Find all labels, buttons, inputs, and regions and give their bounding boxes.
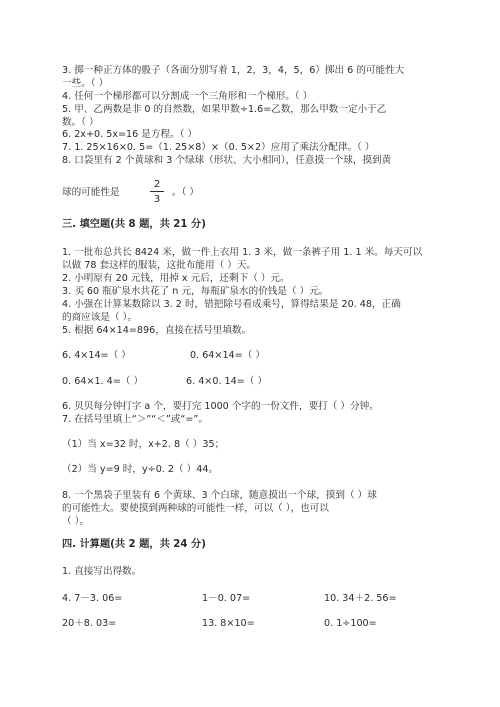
calc-q1: 1. 直接写出得数。 [62, 566, 142, 577]
fill-q1-line1: 1. 一批布总共长 8424 米，做一件上衣用 1. 3 米，做一条裤子用 1. 1 米。每天可以 [62, 247, 423, 258]
fraction-bar [150, 191, 164, 192]
probability-fraction [150, 179, 164, 205]
fill-q7-part1: （1）当 x=32 时，x+2. 8（ ）35； [62, 439, 225, 450]
calc-r2-c2: 13. 8×10= [202, 618, 255, 629]
fill-q4-line2: 的商应该是（ ）。 [62, 312, 137, 323]
fill-q5-item2: 0. 64×14=（ ） [190, 350, 265, 361]
judge-q6: 6. 2x+0. 5x=16 是方程。（ ） [62, 129, 198, 140]
fill-q2: 2. 小明原有 20 元钱，用掉 x 元后，还剩下（ ）元。 [62, 273, 290, 284]
judge-q5-line2: 数。（ ） [62, 117, 99, 128]
calc-r2-c3: 0. 1÷100= [324, 618, 377, 629]
judge-q3-line1: 3. 掷一种正方体的骰子（各面分别写着 1，2，3，4，5，6）掷出 6 的可能性大 [62, 65, 405, 76]
calc-section-heading: 四. 计算题(共 2 题，共 24 分) [62, 539, 206, 550]
fill-section-heading: 三. 填空题(共 8 题，共 21 分) [62, 219, 206, 230]
judge-q4: 4. 任何一个梯形都可以分割成一个三角形和一个梯形。（ ） [62, 91, 313, 102]
calc-r1-c3: 10. 34＋2. 56= [324, 593, 397, 604]
judge-q8-line2-prefix: 球的可能性是 [62, 187, 120, 198]
judge-q3-line2: 一些。（ ） [62, 78, 109, 89]
calc-r1-c2: 1－0. 07= [202, 593, 251, 604]
judge-q8-line2-suffix: 。（ ） [172, 187, 200, 198]
judge-q5-line1: 5. 甲、乙两数是非 0 的自然数，如果甲数÷1.6=乙数，那么甲数一定小于乙 [62, 104, 387, 115]
judge-q8-line1: 8. 口袋里有 2 个黄球和 3 个绿球（形状、大小相同），任意摸一个球，摸到黄 [62, 155, 392, 166]
fill-q5-item3: 0. 64×1. 4=（ ） [62, 376, 144, 387]
fill-q8-line1: 8. 一个黑袋子里装有 6 个黄球、3 个白球，随意摸出一个球，摸到（ ）球 [62, 490, 377, 501]
judge-q7: 7. 1. 25×16×0. 5=（1. 25×8）×（0. 5×2）应用了乘法分配律。（ ） [62, 142, 375, 153]
fill-q8-line2: 的可能性大。要使摸到两种球的可能性一样，可以（ ），也可以 [62, 503, 329, 514]
fill-q7: 7. 在括号里填上“＞”“＜”或“=”。 [62, 414, 208, 425]
calc-r2-c1: 20＋8. 03= [62, 618, 117, 629]
fill-q6: 6. 贝贝每分钟打字 a 个，要打完 1000 个字的一份文件，要打（ ）分钟。 [62, 401, 379, 412]
fill-q1-line2: 以做 78 套这样的服装，这批布能用（ ）天。 [62, 260, 257, 271]
fill-q8-line3: （ ）。 [62, 516, 90, 527]
fill-q7-part2: （2）当 y=9 时，y÷0. 2（ ）44。 [62, 464, 219, 475]
fill-q4-line1: 4. 小强在计算某数除以 3. 2 时，错把除号看成乘号，算得结果是 20. 48，正确 [62, 299, 401, 310]
fill-q5-item1: 6. 4×14=（ ） [62, 350, 131, 361]
calc-r1-c1: 4. 7－3. 06= [62, 593, 123, 604]
fill-q3: 3. 买 60 瓶矿泉水共花了 n 元，每瓶矿泉水的价钱是（ ）元。 [62, 286, 329, 297]
fraction-numerator: 2 [153, 179, 161, 190]
fill-q5: 5. 根据 64×14=896，直接在括号里填数。 [62, 325, 252, 336]
fill-q5-item4: 6. 4×0. 14=（ ） [186, 376, 268, 387]
fraction-denominator: 3 [153, 194, 161, 205]
